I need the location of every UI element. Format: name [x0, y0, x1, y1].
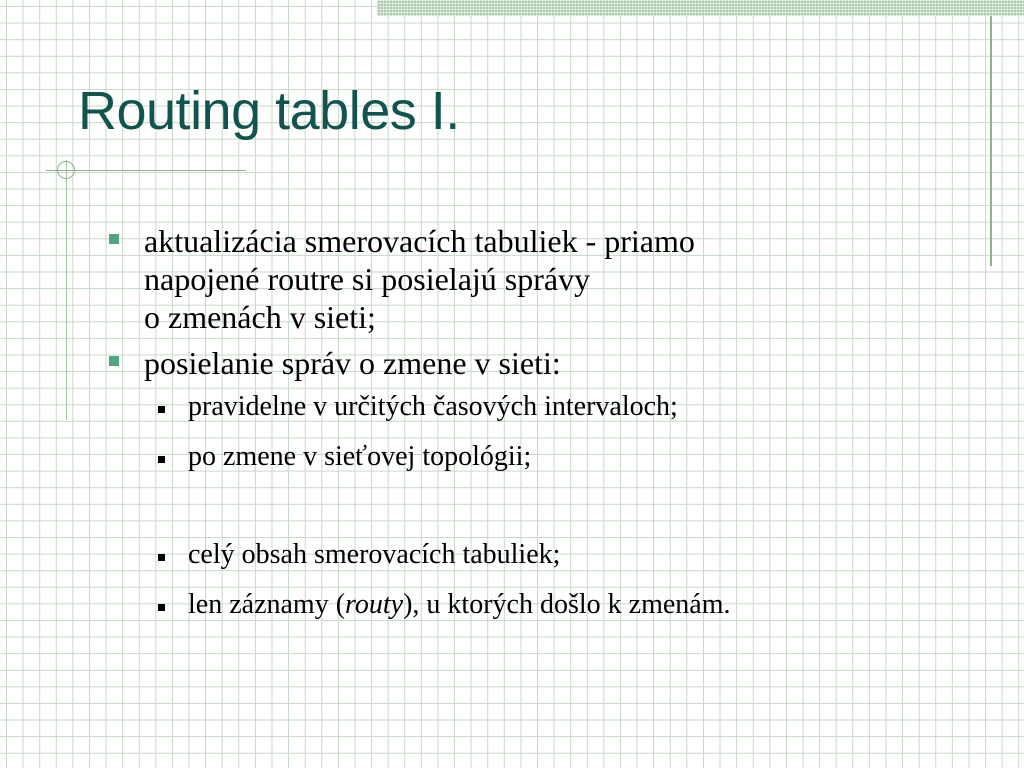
- black-square-bullet-icon: [158, 604, 165, 611]
- bullet-text-line: o zmenách v sieti;: [144, 299, 376, 335]
- sub-bullet-text: po zmene v sieťovej topológii;: [188, 441, 532, 472]
- decorative-vertical-line-right: [990, 16, 992, 266]
- green-square-bullet-icon: [109, 356, 119, 366]
- sub-bullet-text-prefix: len záznamy (: [188, 589, 346, 620]
- sub-bullet-item: [100, 440, 980, 474]
- sub-bullet-item: [100, 390, 980, 424]
- sub-bullet-text: pravidelne v určitých časových intervaloch;: [188, 391, 678, 422]
- sub-bullet-list: [100, 390, 980, 474]
- sub-bullet-item: [100, 588, 980, 622]
- decorative-top-bar: [377, 0, 1024, 16]
- bullet-text-line: napojené routre si posielajú správy: [144, 261, 591, 297]
- black-square-bullet-icon: [158, 406, 165, 413]
- bullet-list: [100, 222, 980, 382]
- sub-bullet-text: celý obsah smerovacích tabuliek;: [188, 539, 561, 570]
- bullet-item: [100, 344, 980, 382]
- sub-bullet-text-suffix: ), u ktorých došlo k zmenám.: [403, 589, 731, 620]
- slide-title: Routing tables I.: [78, 81, 460, 141]
- decorative-vertical-line-left: [66, 160, 67, 420]
- bullet-text: posielanie správ o zmene v sieti:: [144, 345, 561, 381]
- crosshair-ornament-icon: [57, 161, 75, 179]
- bullet-text-line: aktualizácia smerovacích tabuliek - priamo: [144, 223, 695, 259]
- sub-bullet-text-italic: routy: [345, 589, 404, 620]
- slide-content: [100, 222, 980, 638]
- black-square-bullet-icon: [158, 554, 165, 561]
- black-square-bullet-icon: [158, 456, 165, 463]
- green-square-bullet-icon: [109, 234, 119, 244]
- title-underline: [46, 170, 246, 171]
- sub-bullet-list: [100, 538, 980, 622]
- bullet-item: [100, 222, 980, 336]
- spacer: [100, 490, 980, 538]
- sub-bullet-item: [100, 538, 980, 572]
